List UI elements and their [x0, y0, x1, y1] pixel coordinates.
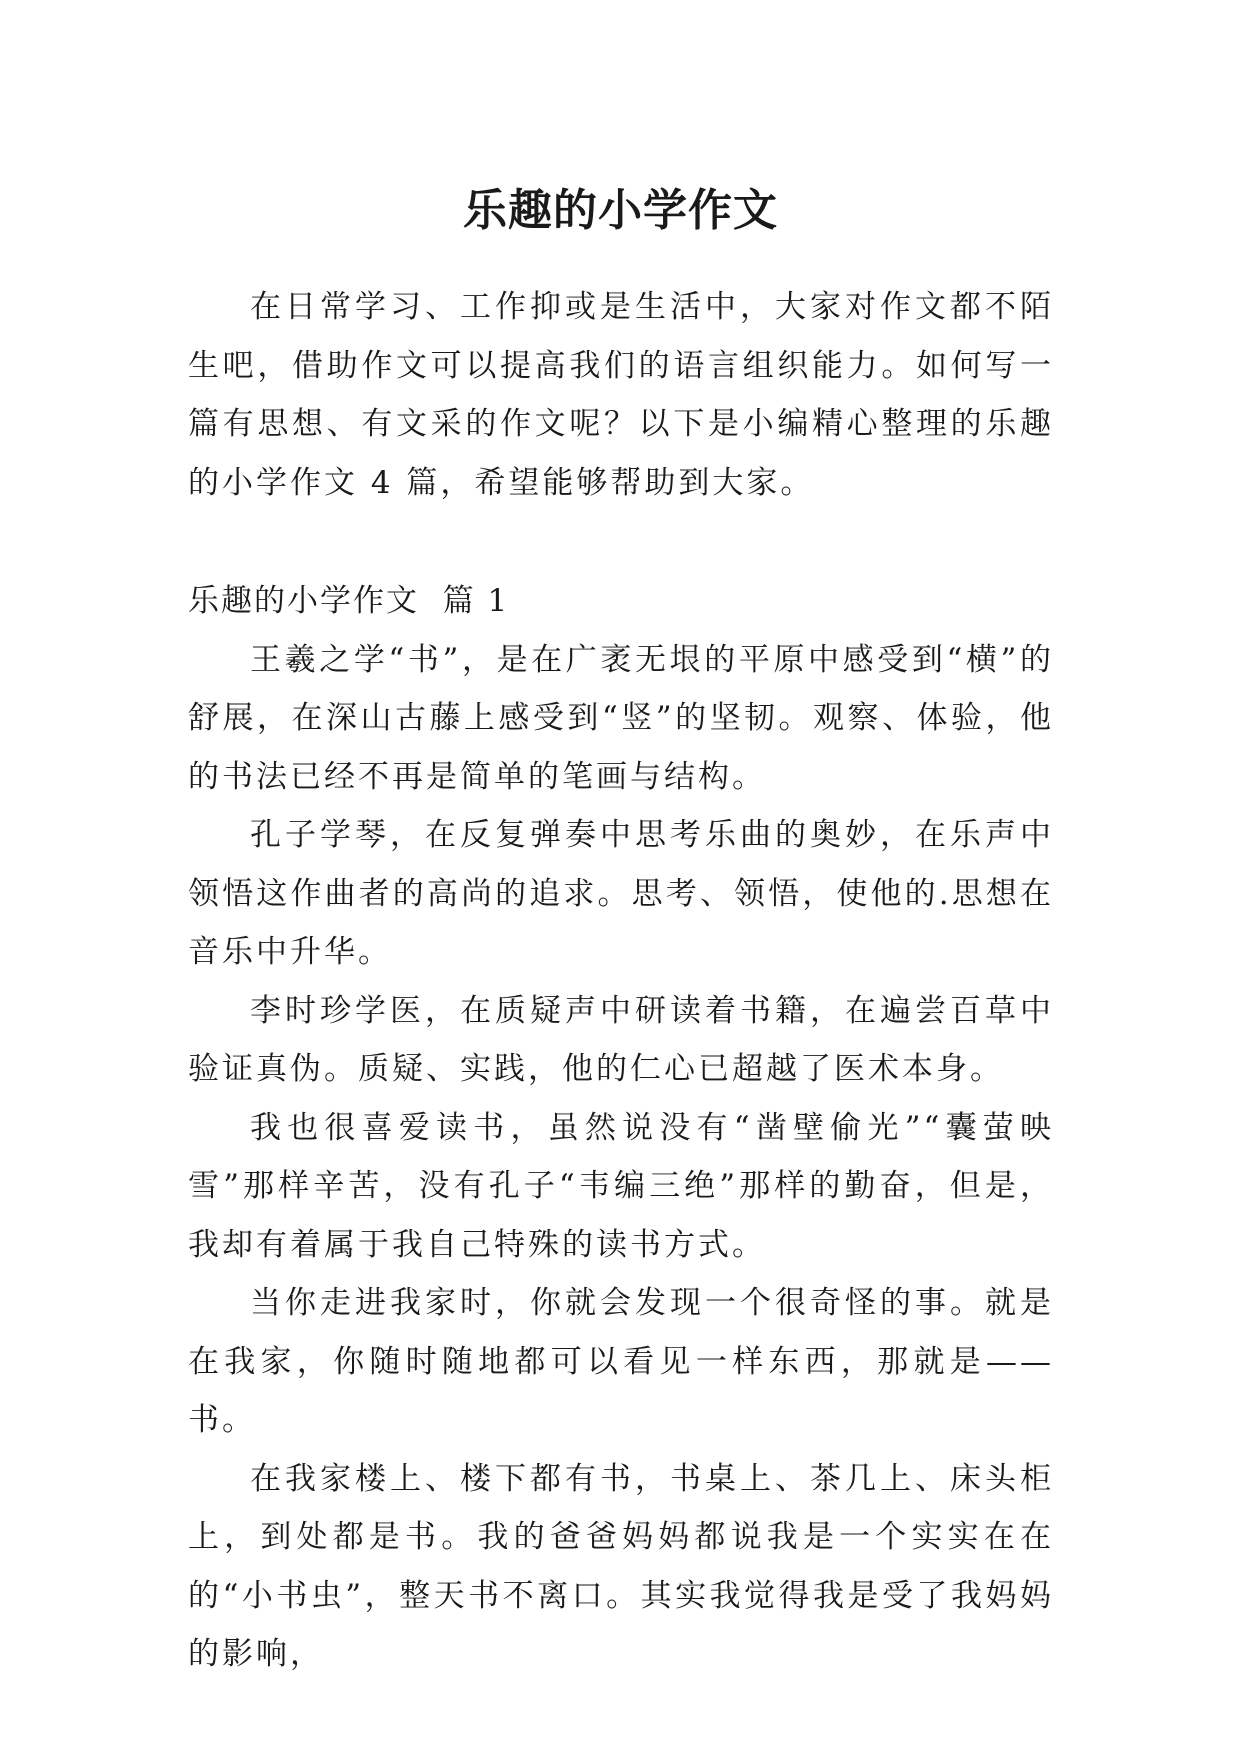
body-paragraph: 王羲之学“书”，是在广袤无垠的平原中感受到“横”的舒展，在深山古藤上感受到“竖”的坚韧。观察、体验，他的书法已经不再是简单的笔画与结构。	[188, 641, 1054, 795]
intro-paragraph: 在日常学习、工作抑或是生活中，大家对作文都不陌生吧，借助作文可以提高我们的语言组织能力。如何写一篇有思想、有文采的作文呢？以下是小编精心整理的乐趣的小学作文 4 篇，希望能够帮助到大家。	[188, 289, 1054, 501]
document-body	[188, 278, 1054, 1684]
section-heading: 乐趣的小学作文 篇 1	[188, 583, 510, 619]
body-paragraph: 在我家楼上、楼下都有书，书桌上、茶几上、床头柜上，到处都是书。我的爸爸妈妈都说我是一个实实在在的“小书虫”，整天书不离口。其实我觉得我是受了我妈妈的影响，	[188, 1460, 1054, 1672]
body-paragraph: 孔子学琴，在反复弹奏中思考乐曲的奥妙，在乐声中领悟这作曲者的高尚的追求。思考、领悟，使他的.思想在音乐中升华。	[188, 817, 1054, 970]
body-paragraph: 我也很喜爱读书，虽然说没有“凿壁偷光”“囊萤映雪”那样辛苦，没有孔子“韦编三绝”那样的勤奋，但是，我却有着属于我自己特殊的读书方式。	[188, 1109, 1054, 1263]
body-paragraph: 当你走进我家时，你就会发现一个很奇怪的事。就是在我家，你随时随地都可以看见一样东西，那就是——书。	[188, 1285, 1054, 1438]
document-title: 乐趣的小学作文	[463, 185, 778, 237]
body-paragraph: 李时珍学医，在质疑声中研读着书籍，在遍尝百草中验证真伪。质疑、实践，他的仁心已超越了医术本身。	[188, 992, 1054, 1087]
